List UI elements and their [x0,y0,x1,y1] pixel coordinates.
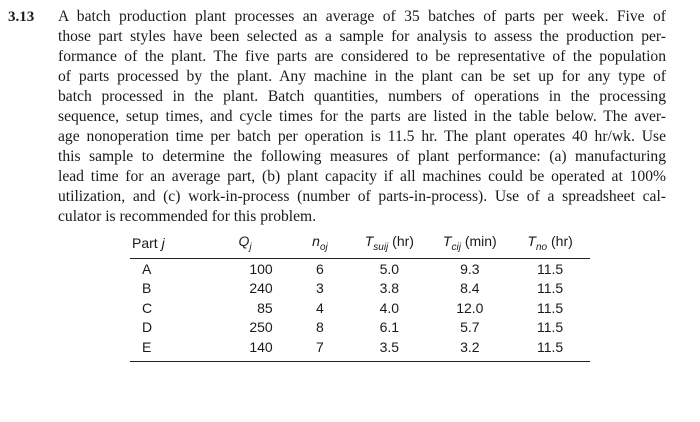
cell-cycle-time: 8.4 [460,280,480,297]
cell-quantity: 240 [249,280,273,297]
cell-cycle-time: 3.2 [429,337,510,361]
cell-nonoperation-time: 11.5 [536,299,564,316]
statement-line: age nonoperation time per batch per operation is 11.5 hr. The plant operates 40 hr/wk. Use [58,128,666,145]
cell-quantity: 100 [249,260,273,277]
cell-quantity: 250 [249,319,273,336]
header-setup-time [349,231,429,259]
statement-line: utilization, and (c) work-in-process (number of parts-in-process). Use of a spreadsheet cal- [58,188,666,205]
cell-quantity: 85 [257,299,273,316]
table-row [130,318,590,338]
cell-part: E [130,337,199,361]
header-cycle-sub: cij [451,241,461,253]
problem-statement [58,7,666,227]
cell-operations: 7 [291,337,350,361]
cell-nonoperation-time: 11.5 [510,337,590,361]
cell-quantity: 140 [199,337,290,361]
table-row [130,337,590,361]
header-operations-symbol: n [312,233,320,250]
header-nonop-symbol: T [527,233,536,250]
statement-line: those part styles have been selected as a sample for analysis to assess the production per- [58,28,666,45]
header-part-label: Part [132,235,162,251]
header-setup-unit: (hr) [388,233,414,250]
statement-line: A batch production plant processes an average of 35 batches of parts per week. Five of [58,8,666,25]
header-cycle-time [429,231,510,259]
header-operations [291,231,350,259]
cell-part: D [142,319,153,336]
cell-nonoperation-time: 11.5 [536,319,564,336]
statement-line: culator is recommended for this problem. [58,208,317,225]
header-nonoperation-time [510,231,590,259]
cell-part: C [142,299,153,316]
statement-line: sequence, setup times, and cycle times for the parts are listed in the table below. The aver- [58,108,666,125]
cell-nonoperation-time: 11.5 [536,260,564,277]
header-nonop-sub: no [535,241,548,253]
statement-line: lead time for an average part, (b) plant capacity if all machines could be operated at 100% [58,168,666,185]
statement-line: of parts processed by the plant. Any machine in the plant can be set up for any type of [58,68,666,85]
header-operations-sub: oj [319,241,328,253]
header-cycle-unit: (min) [460,233,497,250]
header-quantity-sub: j [249,241,252,253]
problem-number: 3.13 [8,9,35,25]
header-part [130,231,199,259]
table-row [130,259,590,279]
cell-setup-time: 3.8 [379,280,400,297]
table-row [130,298,590,318]
parts-data-table [130,231,590,362]
cell-setup-time: 3.5 [349,337,429,361]
cell-cycle-time: 9.3 [460,260,480,277]
header-quantity [199,231,290,259]
statement-line: batch processed in the plant. Batch quantities, numbers of operations in the processing [58,88,666,105]
cell-nonoperation-time: 11.5 [536,280,564,297]
cell-operations: 8 [316,319,324,336]
cell-part: A [142,260,152,277]
statement-line: formance of the plant. The five parts are considered to be representative of the population [58,48,666,65]
cell-setup-time: 5.0 [379,260,400,277]
cell-part: B [142,280,152,297]
cell-operations: 6 [316,260,324,277]
header-nonop-unit: (hr) [547,233,573,250]
header-setup-symbol: T [364,233,374,250]
statement-line: this sample to determine the following measures of plant performance: (a) manufacturing [58,148,666,165]
cell-cycle-time: 12.0 [456,299,484,316]
header-quantity-symbol: Q [238,233,250,250]
table-header-row [130,231,590,259]
header-part-var: j [161,235,165,251]
cell-setup-time: 6.1 [379,319,400,336]
table-row [130,279,590,299]
header-cycle-symbol: T [442,233,452,250]
cell-cycle-time: 5.7 [460,319,480,336]
header-setup-sub: suij [373,241,389,253]
cell-operations: 3 [316,280,324,297]
cell-setup-time: 4.0 [379,299,400,316]
cell-operations: 4 [316,299,324,316]
